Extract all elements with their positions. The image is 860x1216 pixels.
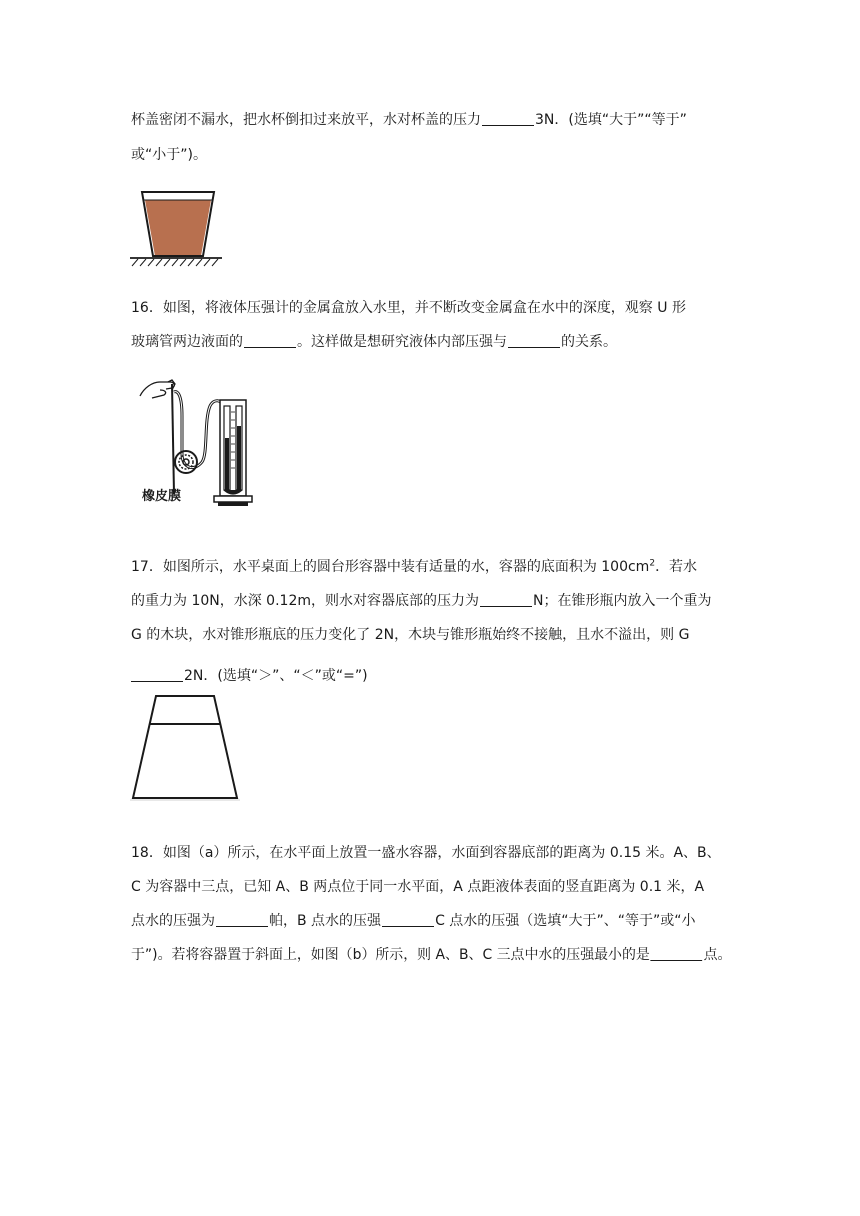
answer-blank[interactable]	[651, 959, 703, 961]
answer-blank[interactable]	[131, 680, 183, 682]
cup-liquid	[145, 200, 211, 256]
q17-line-3: G 的木块，水对锥形瓶底的压力变化了 2N，木块与锥形瓶始终不接触，且水不溢出，则 G	[131, 627, 690, 643]
q17-line-4: 2N．(选填“＞”、“＜”或“=”)	[131, 666, 731, 686]
hand-icon	[140, 380, 175, 398]
q17-line-2: 的重力为 10N，水深 0.12m，则水对容器底部的压力为 N；在锥形瓶内放入一个重为	[131, 593, 712, 609]
answer-blank[interactable]	[244, 346, 296, 348]
q15-line-2: 或“小于”)。	[131, 147, 207, 163]
container-outline	[133, 696, 237, 798]
answer-blank[interactable]	[382, 925, 434, 927]
ground-hatching	[132, 259, 218, 266]
answer-blank[interactable]	[216, 925, 268, 927]
cup-figure	[128, 188, 224, 270]
membrane-label: 橡皮膜	[142, 489, 182, 504]
q18-line-1: 18．如图（a）所示，在水平面上放置一盛水容器，水面到容器底部的距离为 0.15 米。A、B、	[131, 845, 721, 861]
probe-rod	[172, 384, 174, 494]
frustum-container-figure	[128, 692, 242, 804]
metal-box-icon	[175, 451, 197, 473]
q18-line-4: 于”)。若将容器置于斜面上，如图（b）所示，则 A、B、C 三点中水的压强最小的是 点。	[131, 947, 732, 963]
q16-line-1: 16．如图，将液体压强计的金属盒放入水里，并不断改变金属盒在水中的深度，观察 U 形	[131, 300, 686, 316]
u-tube-icon	[214, 400, 252, 506]
answer-blank[interactable]	[508, 346, 560, 348]
pressure-gauge-figure	[138, 376, 264, 508]
q17-line-1: 17．如图所示，水平桌面上的圆台形容器中装有适量的水，容器的底面积为 $100cm^2$．若水	[131, 558, 698, 575]
q16-line-2: 玻璃管两边液面的 。这样做是想研究液体内部压强与 的关系。	[131, 334, 617, 350]
q18-line-3: 点水的压强为 帕，B 点水的压强 C 点水的压强（选填“大于”、“等于”或“小	[131, 913, 696, 929]
q15-line-1: 杯盖密闭不漏水，把水杯倒扣过来放平，水对杯盖的压力 3N．(选填“大于”“等于”	[131, 112, 687, 128]
answer-blank[interactable]	[480, 605, 532, 607]
answer-blank[interactable]	[482, 124, 534, 126]
q18-line-2: C 为容器中三点，已知 A、B 两点位于同一水平面，A 点距液体表面的竖直距离为 0.1 米，A	[131, 879, 705, 895]
